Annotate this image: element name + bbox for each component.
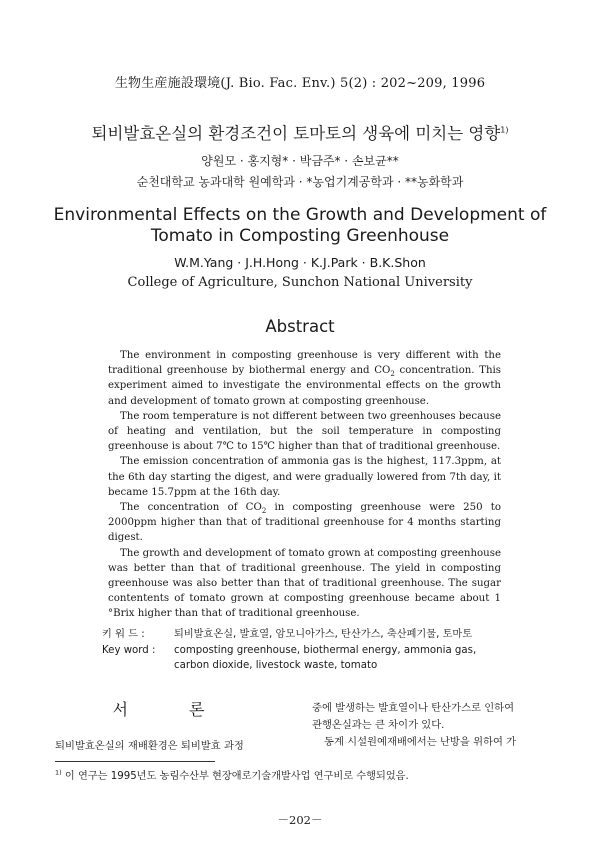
abstract-paragraph-5: The growth and development of tomato grown at composting greenhouse was better than that of traditional greenhouse. The yield in composting greenhouse was also better than that of traditional greenhouse. The sugar contentents of tomato grown at composting greenhouse became about 1 °Brix higher than that of traditional greenhouse. (108, 547, 501, 620)
keywords-english-row (102, 643, 512, 674)
abstract-paragraph-3: The emission concentration of ammonia gas is the highest, 117.3ppm, at the 6th day starting the digest, and were gradually lowered from 7th day, it became 15.7ppm at the 16th day. (108, 456, 501, 498)
abstract-paragraph-1 (108, 348, 501, 409)
co2-subscript: 2 (390, 370, 395, 379)
abstract-p1-text-a: The environment in composting greenhouse is very different with the traditional greenhouse by biothermal energy and CO (108, 350, 501, 377)
keywords-english-text: composting greenhouse, biothermal energy, ammonia gas, carbon dioxide, livestock waste, tomato (174, 644, 477, 671)
korean-title-text: 퇴비발효온실의 환경조건이 토마토의 생육에 미치는 영향 (91, 124, 501, 143)
english-title-line1: Environmental Effects on the Growth and Development of (53, 205, 547, 225)
journal-header: 生物生産施設環境(J. Bio. Fac. Env.) 5(2) : 202~209, 1996 (114, 76, 486, 91)
abstract-p4-text-a: The concentration of CO (120, 502, 262, 514)
korean-title-footnote-mark: 1) (500, 125, 509, 135)
english-title (0, 205, 600, 247)
english-affiliation: College of Agriculture, Sunchon National University (127, 275, 473, 290)
introduction-right-column (312, 700, 552, 751)
keywords-english-label: Key word : (102, 644, 156, 656)
footnote (55, 767, 555, 782)
abstract-paragraph-2: The room temperature is not different between two greenhouses because of heating and ventilation, but the soil temperature in composting greenhouse is about 7℃ to 15℃ higher than that of traditional greenhouse. (108, 410, 501, 453)
english-authors: W.M.Yang · J.H.Hong · K.J.Park · B.K.Shon (174, 255, 426, 270)
intro-right-line-2: 관행온실과는 큰 차이가 있다. (312, 719, 445, 731)
korean-title (0, 120, 600, 144)
abstract-p1-text-b: concentration. This experiment aimed to investigate the environmental effects on the growth and development of tomato grown at composting greenhouse. (108, 365, 501, 407)
english-title-line2: Tomato in Composting Greenhouse (150, 226, 450, 246)
abstract-p4-text-b: in composting greenhouse were 250 to 2000ppm higher than that of traditional greenhouse for 4 months starting digest. (108, 502, 501, 544)
keywords-korean-row (102, 627, 512, 643)
intro-right-line-1: 중에 발생하는 발효열이나 탄산가스로 인하여 (312, 702, 515, 714)
footnote-text: 이 연구는 1995년도 농림수산부 현장애로기술개발사업 연구비로 수행되었음. (61, 771, 409, 782)
intro-right-line-3: 동계 시설원예재배에서는 난방을 위하여 가 (324, 736, 517, 748)
introduction-left-column: 퇴비발효온실의 재배환경은 퇴비발효 과정 (55, 740, 244, 752)
korean-affiliation: 순천대학교 농과대학 원예학과 · *농업기계공학과 · **농화학과 (136, 175, 464, 189)
page-number: －202－ (277, 813, 323, 827)
abstract-heading: Abstract (265, 317, 335, 336)
keywords-block (102, 627, 512, 674)
introduction-heading: 서 론 (112, 700, 233, 719)
footnote-mark: 1) (55, 768, 62, 777)
keywords-korean-label: 키 워 드 : (102, 629, 145, 640)
korean-authors: 양원모 · 홍지형* · 박금주* · 손보균** (201, 154, 399, 168)
co2-subscript: 2 (261, 507, 267, 516)
abstract-body (108, 348, 501, 622)
keywords-korean-text: 퇴비발효온실, 발효열, 암모니아가스, 탄산가스, 축산폐기물, 토마토 (174, 629, 473, 640)
abstract-paragraph-4 (108, 500, 501, 546)
footnote-divider (55, 761, 215, 762)
